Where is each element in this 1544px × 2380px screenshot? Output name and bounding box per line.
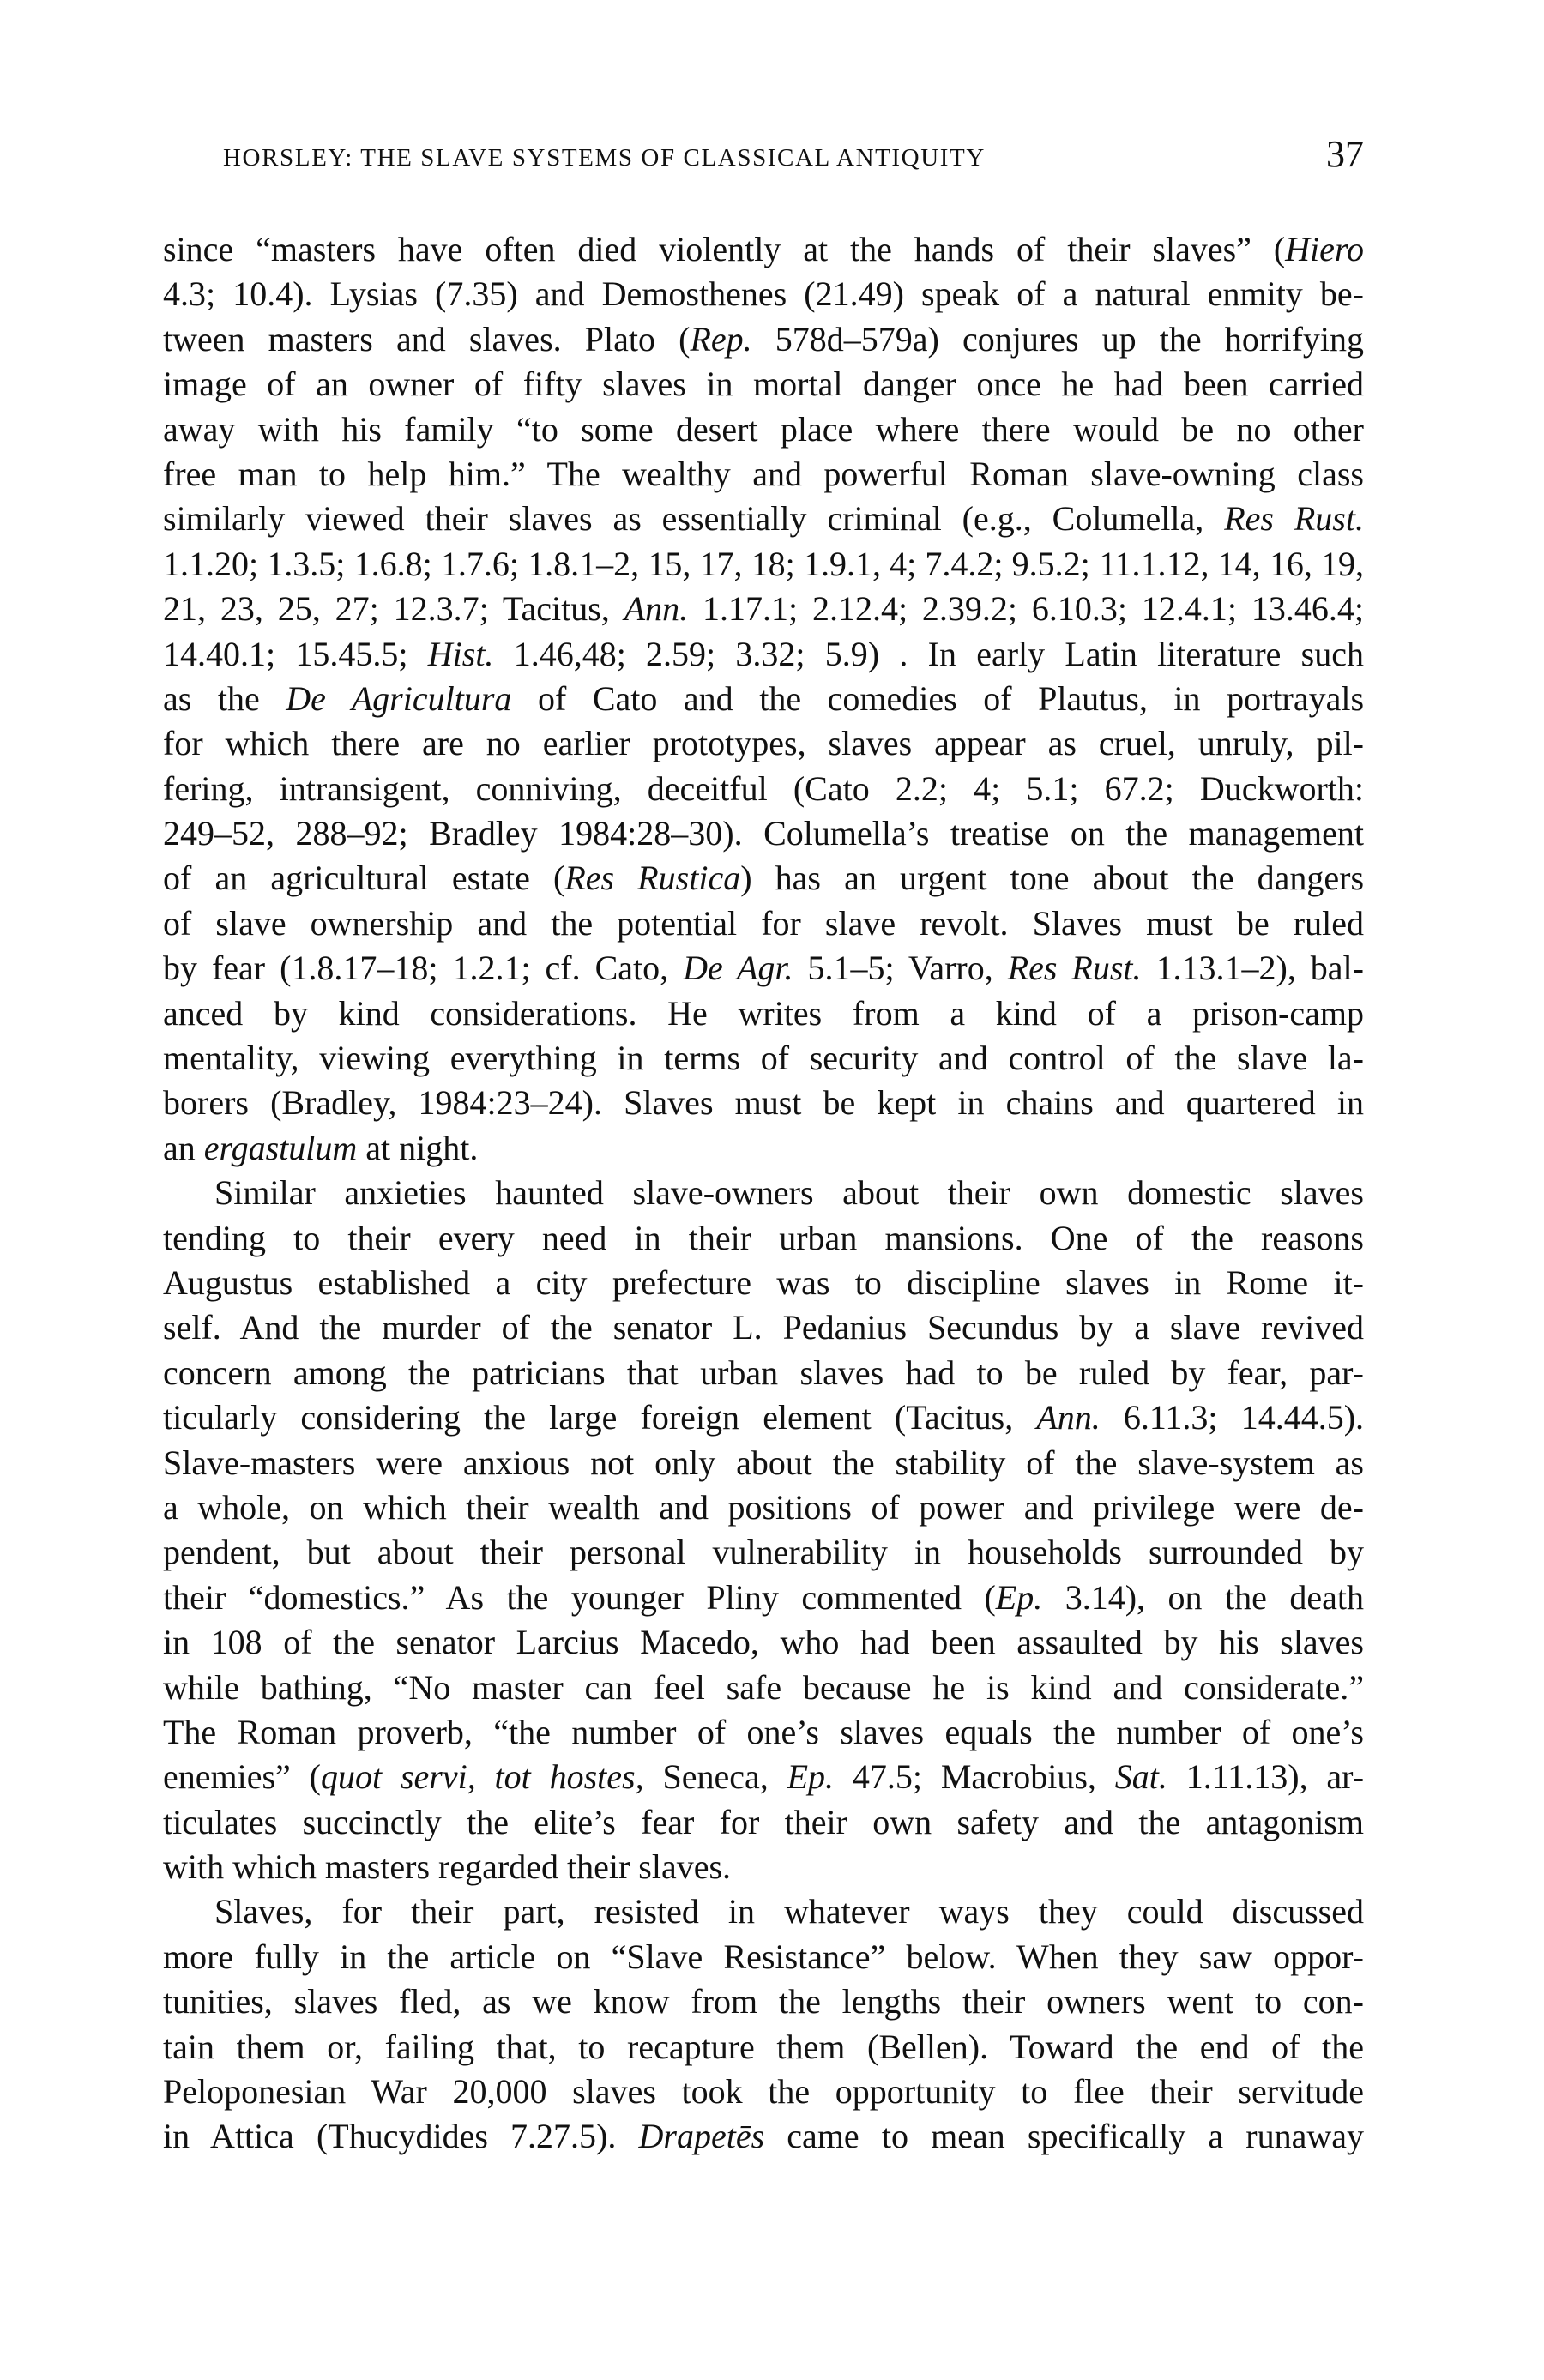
text-segment: 1.11.13), ar-: [1167, 1757, 1365, 1797]
text-segment: 14.40.1; 15.45.5;: [163, 634, 428, 673]
text-line: [163, 317, 1364, 362]
text-line: [163, 811, 1364, 856]
text-segment: came to mean specifically a runaway: [764, 2117, 1364, 2156]
text-segment: away with his family “to some desert place where there would be no other: [163, 409, 1364, 449]
text-line: [163, 1710, 1364, 1755]
text-segment: in 108 of the senator Larcius Macedo, who had been assaulted by his slaves: [163, 1623, 1364, 1662]
text-segment: 47.5; Macrobius,: [834, 1757, 1115, 1797]
text-segment: ticulates succinctly the elite’s fear for their own safety and the antagonism: [163, 1802, 1364, 1841]
italic-text: Ann.: [624, 589, 689, 629]
text-segment: similarly viewed their slaves as essentially criminal (e.g., Columella,: [163, 499, 1225, 539]
text-line: [163, 1126, 1364, 1171]
italic-text: De Agr.: [683, 949, 793, 988]
text-segment: self. And the murder of the senator L. Pedanius Secundus by a slave revived: [163, 1308, 1364, 1347]
text-segment: with which masters regarded their slaves.: [163, 1847, 732, 1887]
text-segment: by fear (1.8.17–18; 1.2.1; cf. Cato,: [163, 949, 684, 988]
text-segment: Slaves, for their part, resisted in whatever ways they could discussed: [214, 1892, 1364, 1931]
text-line: [163, 767, 1364, 811]
running-head: [163, 133, 1364, 189]
text-line: [163, 1755, 1364, 1799]
text-segment: Peloponesian War 20,000 slaves took the opportunity to flee their servitude: [163, 2072, 1364, 2112]
italic-text: Res Rust.: [1224, 499, 1364, 539]
page-number: 37: [1326, 133, 1364, 175]
text-line: [163, 991, 1364, 1036]
text-line: [163, 1305, 1364, 1350]
text-line: [163, 452, 1364, 497]
text-segment: free man to help him.” The wealthy and powerful Roman slave-owning class: [163, 454, 1364, 493]
text-line: [163, 901, 1364, 946]
text-segment: at night.: [357, 1128, 479, 1167]
text-segment: of slave ownership and the potential for slave revolt. Slaves must be ruled: [163, 903, 1364, 943]
text-segment: pendent, but about their personal vulnerability in households surrounded by: [163, 1533, 1364, 1572]
text-segment: their “domestics.” As the younger Pliny commented (: [163, 1577, 996, 1617]
text-line: [163, 1889, 1364, 1934]
italic-text: Hist.: [427, 634, 494, 673]
text-segment: Seneca,: [643, 1757, 787, 1797]
text-segment: tending to their every need in their urban mansions. One of the reasons: [163, 1218, 1364, 1257]
text-segment: 21, 23, 25, 27; 12.3.7; Tacitus,: [163, 589, 624, 629]
text-line: [163, 1530, 1364, 1575]
text-line: [163, 1979, 1364, 2024]
body-text: [163, 227, 1364, 2160]
text-segment: borers (Bradley, 1984:23–24). Slaves must be kept in chains and quartered in: [163, 1083, 1364, 1123]
text-segment: 249–52, 288–92; Bradley 1984:28–30). Columella’s treatise on the management: [163, 814, 1364, 853]
text-line: [163, 227, 1364, 272]
text-line: [163, 1485, 1364, 1530]
text-line: [163, 1081, 1364, 1125]
text-segment: ticularly considering the large foreign element (Tacitus,: [163, 1398, 1037, 1437]
text-segment: concern among the patricians that urban slaves had to be ruled by fear, par-: [163, 1353, 1364, 1392]
text-line: [163, 1395, 1364, 1440]
text-segment: 1.46,48; 2.59; 3.32; 5.9) . In early Latin literature such: [493, 634, 1365, 673]
text-line: [163, 1620, 1364, 1665]
text-segment: while bathing, “No master can feel safe because he is kind and considerate.”: [163, 1667, 1364, 1707]
text-line: [163, 272, 1364, 316]
text-line: [163, 1800, 1364, 1845]
text-segment: 1.17.1; 2.12.4; 2.39.2; 6.10.3; 12.4.1; 13.46.4;: [688, 589, 1364, 629]
text-segment: in Attica (Thucydides 7.27.5).: [163, 2117, 639, 2156]
text-line: [163, 1261, 1364, 1305]
text-line: [163, 2025, 1364, 2070]
text-line: [163, 2070, 1364, 2114]
italic-text: Sat.: [1114, 1757, 1167, 1797]
text-segment: an: [163, 1128, 204, 1167]
italic-text: Res Rustica: [564, 859, 741, 898]
text-line: [163, 1441, 1364, 1485]
text-line: [163, 362, 1364, 407]
text-line: [163, 2114, 1364, 2159]
text-line: [163, 721, 1364, 766]
text-line: [163, 1935, 1364, 1979]
text-segment: anced by kind considerations. He writes from a kind of a prison-camp: [163, 993, 1364, 1033]
text-segment: Augustus established a city prefecture was to discipline slaves in Rome it-: [163, 1262, 1364, 1302]
text-line: [163, 1576, 1364, 1620]
italic-text: ergastulum: [203, 1128, 358, 1167]
text-segment: 1.13.1–2), bal-: [1141, 949, 1364, 988]
text-line: [163, 632, 1364, 677]
text-line: [163, 542, 1364, 587]
italic-text: Drapetēs: [638, 2117, 765, 2156]
text-segment: ) has an urgent tone about the dangers: [740, 859, 1365, 898]
text-segment: image of an owner of fifty slaves in mortal danger once he had been carried: [163, 365, 1364, 404]
text-line: [163, 587, 1364, 631]
text-segment: 578d–579a) conjures up the horrifying: [751, 319, 1365, 359]
text-line: [163, 1666, 1364, 1710]
text-segment: more fully in the article on “Slave Resistance” below. When they saw oppor-: [163, 1937, 1364, 1976]
text-segment: 4.3; 10.4). Lysias (7.35) and Demosthenes (21.49) speak of a natural enmity be-: [163, 274, 1364, 314]
text-line: [163, 677, 1364, 721]
running-title: HORSLEY: THE SLAVE SYSTEMS OF CLASSICAL ANTIQUITY: [223, 144, 986, 172]
text-segment: 3.14), on the death: [1042, 1577, 1364, 1617]
text-segment: tain them or, failing that, to recapture them (Bellen). Toward the end of the: [163, 2027, 1364, 2066]
text-segment: enemies” (: [163, 1757, 321, 1797]
text-segment: Slave-masters were anxious not only about the stability of the slave-system as: [163, 1443, 1364, 1482]
text-line: [163, 407, 1364, 452]
italic-text: Ann.: [1036, 1398, 1101, 1437]
text-line: [163, 497, 1364, 541]
italic-text: quot servi, tot hostes,: [320, 1757, 644, 1797]
italic-text: Res Rust.: [1007, 949, 1142, 988]
text-segment: tunities, slaves fled, as we know from the lengths their owners went to con-: [163, 1982, 1364, 2021]
text-segment: as the: [163, 678, 286, 718]
italic-text: De Agricultura: [286, 678, 512, 718]
text-segment: mentality, viewing everything in terms of security and control of the slave la-: [163, 1039, 1364, 1078]
text-segment: Similar anxieties haunted slave-owners about their own domestic slaves: [214, 1173, 1364, 1213]
text-segment: for which there are no earlier prototypes, slaves appear as cruel, unruly, pil-: [163, 724, 1364, 763]
text-line: [163, 1036, 1364, 1081]
italic-text: Hiero: [1285, 230, 1364, 268]
text-segment: of an agricultural estate (: [163, 859, 565, 898]
text-segment: 1.1.20; 1.3.5; 1.6.8; 1.7.6; 1.8.1–2, 15, 17, 18; 1.9.1, 4; 7.4.2; 9.5.2; 11.1.12, 14, 16, 19,: [163, 544, 1364, 583]
text-line: [163, 1351, 1364, 1395]
text-line: [163, 1171, 1364, 1215]
text-segment: 6.11.3; 14.44.5).: [1100, 1398, 1365, 1437]
text-segment: of Cato and the comedies of Plautus, in portrayals: [511, 678, 1365, 718]
italic-text: Rep.: [690, 319, 752, 359]
text-segment: a whole, on which their wealth and positions of power and privilege were de-: [163, 1487, 1364, 1527]
text-line: [163, 1216, 1364, 1261]
text-segment: The Roman proverb, “the number of one’s slaves equals the number of one’s: [163, 1712, 1364, 1751]
italic-text: Ep.: [787, 1757, 835, 1797]
text-line: [163, 946, 1364, 991]
text-segment: since “masters have often died violently at the hands of their slaves” (: [163, 230, 1286, 268]
italic-text: Ep.: [995, 1577, 1043, 1617]
text-line: [163, 856, 1364, 901]
text-segment: tween masters and slaves. Plato (: [163, 319, 691, 359]
text-line: [163, 1845, 1364, 1889]
text-segment: 5.1–5; Varro,: [793, 949, 1008, 988]
text-segment: fering, intransigent, conniving, deceitful (Cato 2.2; 4; 5.1; 67.2; Duckworth:: [163, 768, 1364, 808]
